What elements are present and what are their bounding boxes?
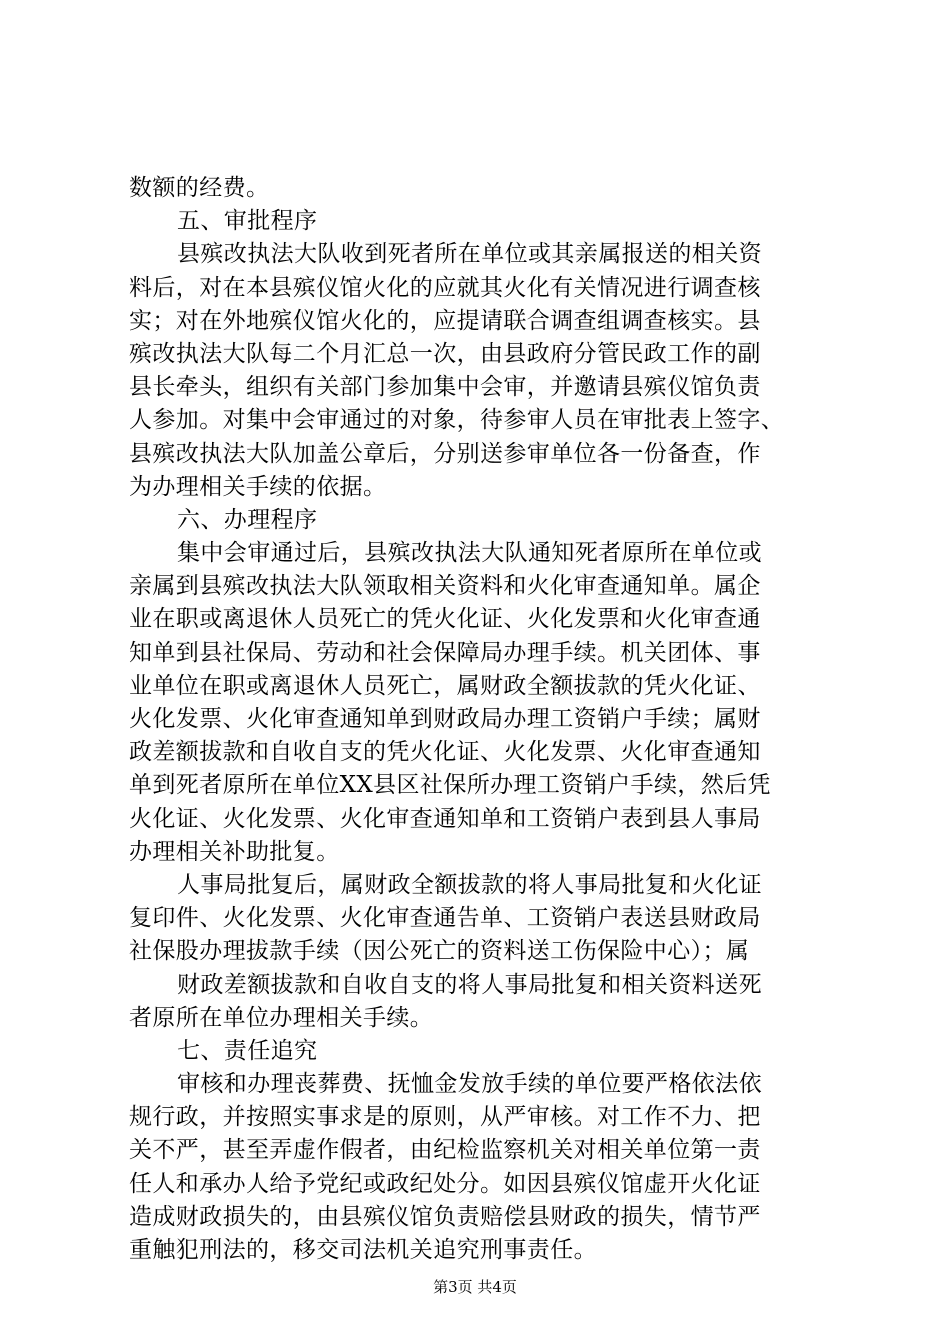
text-line: 复印件、火化发票、火化审查通告单、工资销户表送县财政局	[129, 905, 761, 932]
text-line: 业在职或离退休人员死亡的凭火化证、火化发票和火化审查通	[129, 606, 761, 633]
text-line: 五、审批程序	[177, 208, 318, 235]
text-line: 者原所在单位办理相关手续。	[129, 1004, 434, 1031]
text-line: 火化证、火化发票、火化审查通知单和工资销户表到县人事局	[129, 805, 761, 832]
text-line: 亲属到县殡改执法大队领取相关资料和火化审查通知单。属企	[129, 573, 761, 600]
text-line: 集中会审通过后，县殡改执法大队通知死者原所在单位或	[177, 540, 762, 567]
text-line: 财政差额拔款和自收自支的将人事局批复和相关资料送死	[177, 971, 762, 998]
document-body	[129, 172, 829, 1267]
text-line: 业单位在职或离退休人员死亡，属财政全额拔款的凭火化证、	[129, 672, 761, 699]
text-line: 知单到县社保局、劳动和社会保障局办理手续。机关团体、事	[129, 639, 761, 666]
text-line: 县长牵头，组织有关部门参加集中会审，并邀请县殡仪馆负责	[129, 374, 761, 401]
text-line: 县殡改执法大队收到死者所在单位或其亲属报送的相关资	[177, 241, 762, 268]
text-line: 数额的经费。	[129, 175, 270, 201]
text-line: 料后，对在本县殡仪馆火化的应就其火化有关情况进行调查核	[129, 274, 761, 301]
page-footer: 第3页 共4页	[433, 1278, 517, 1296]
text-line: 办理相关补助批复。	[129, 838, 340, 865]
text-line: 人参加。对集中会审通过的对象，待参审人员在审批表上签字、	[129, 407, 785, 434]
text-line: 殡改执法大队每二个月汇总一次，由县政府分管民政工作的副	[129, 340, 761, 367]
text-line: 关不严，甚至弄虚作假者，由纪检监察机关对相关单位第一责	[129, 1137, 761, 1164]
text-line: 七、责任追究	[177, 1037, 318, 1064]
text-line: 为办理相关手续的依据。	[129, 473, 387, 500]
text-line: 重触犯刑法的，移交司法机关追究刑事责任。	[129, 1237, 597, 1263]
text-line: 单到死者原所在单位XX县区社保所办理工资销户手续，然后凭	[129, 772, 771, 799]
text-line: 县殡改执法大队加盖公章后，分别送参审单位各一份备查，作	[129, 440, 761, 467]
text-line: 人事局批复后，属财政全额拔款的将人事局批复和火化证	[177, 871, 762, 898]
text-line: 规行政，并按照实事求是的原则，从严审核。对工作不力、把	[129, 1104, 761, 1131]
text-line: 六、办理程序	[177, 506, 318, 533]
text-line: 任人和承办人给予党纪或政纪处分。如因县殡仪馆虚开火化证	[129, 1170, 761, 1197]
text-line: 审核和办理丧葬费、抚恤金发放手续的单位要严格依法依	[177, 1071, 762, 1098]
text-line: 火化发票、火化审查通知单到财政局办理工资销户手续；属财	[129, 706, 761, 732]
text-line: 社保股办理拔款手续（因公死亡的资料送工伤保险中心）；属	[129, 938, 750, 965]
text-line: 政差额拔款和自收自支的凭火化证、火化发票、火化审查通知	[129, 739, 761, 766]
text-line: 造成财政损失的，由县殡仪馆负责赔偿县财政的损失，情节严	[129, 1203, 761, 1230]
text-line: 实；对在外地殡仪馆火化的，应提请联合调查组调查核实。县	[129, 307, 761, 334]
